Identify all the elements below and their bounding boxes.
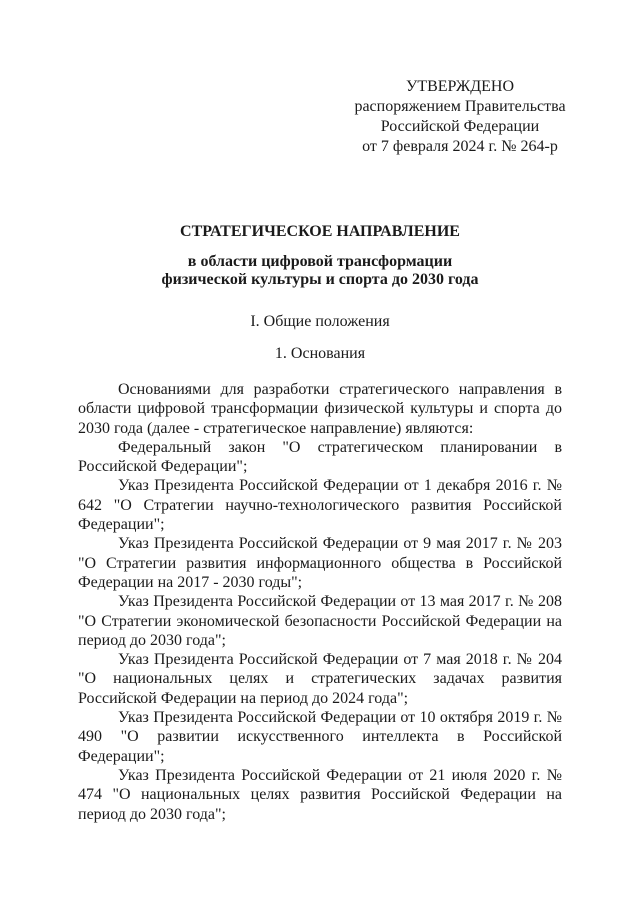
subsection-heading: 1. Основания [274, 345, 366, 362]
approval-country: Российской Федерации [380, 118, 540, 135]
approval-date-number: от 7 февраля 2024 г. № 264-р [362, 138, 558, 155]
document-title-subtitle-line2: физической культуры и спорта до 2030 года [161, 271, 479, 288]
approval-heading: УТВЕРЖДЕНО [405, 78, 514, 95]
body-paragraph: Указ Президента Российской Федерации от 9 мая 2017 г. № 203 "О Стратегии развития информационного общества в Российской Федерации на 2017 - 2030 годы"; [78, 535, 562, 591]
approval-stamp [340, 77, 580, 157]
body-paragraph: Указ Президента Российской Федерации от 7 мая 2018 г. № 204 "О национальных целях и стратегических задачах развития Российской Федерации на период до 2024 года"; [78, 651, 562, 707]
body-paragraph: Федеральный закон "О стратегическом планировании в Российской Федерации"; [78, 438, 562, 476]
body-paragraph: Указ Президента Российской Федерации от 10 октября 2019 г. № 490 "О развитии искусственного интеллекта в Российской Федерации"; [78, 709, 562, 765]
body-paragraph: Указ Президента Российской Федерации от 21 июля 2020 г. № 474 "О национальных целях развития Российской Федерации на период до 2030 года"; [78, 766, 562, 823]
section-heading: I. Общие положения [250, 313, 390, 330]
body-paragraph: Основаниями для разработки стратегического направления в области цифровой трансформации физической культуры и спорта до 2030 года (далее - стратегическое направление) являются: [78, 381, 562, 437]
document-title [78, 222, 562, 289]
document-body [78, 380, 562, 824]
approval-authority: распоряжением Правительства [354, 98, 566, 115]
document-title-subtitle-line1: в области цифровой трансформации [187, 253, 453, 270]
body-paragraph: Указ Президента Российской Федерации от 1 декабря 2016 г. № 642 "О Стратегии научно-технологического развития Российской Федерации"; [78, 477, 562, 534]
document-title-main: СТРАТЕГИЧЕСКОЕ НАПРАВЛЕНИЕ [180, 223, 460, 240]
body-paragraph: Указ Президента Российской Федерации от 13 мая 2017 г. № 208 "О Стратегии экономической безопасности Российской Федерации на период до 2030 года"; [78, 593, 562, 649]
